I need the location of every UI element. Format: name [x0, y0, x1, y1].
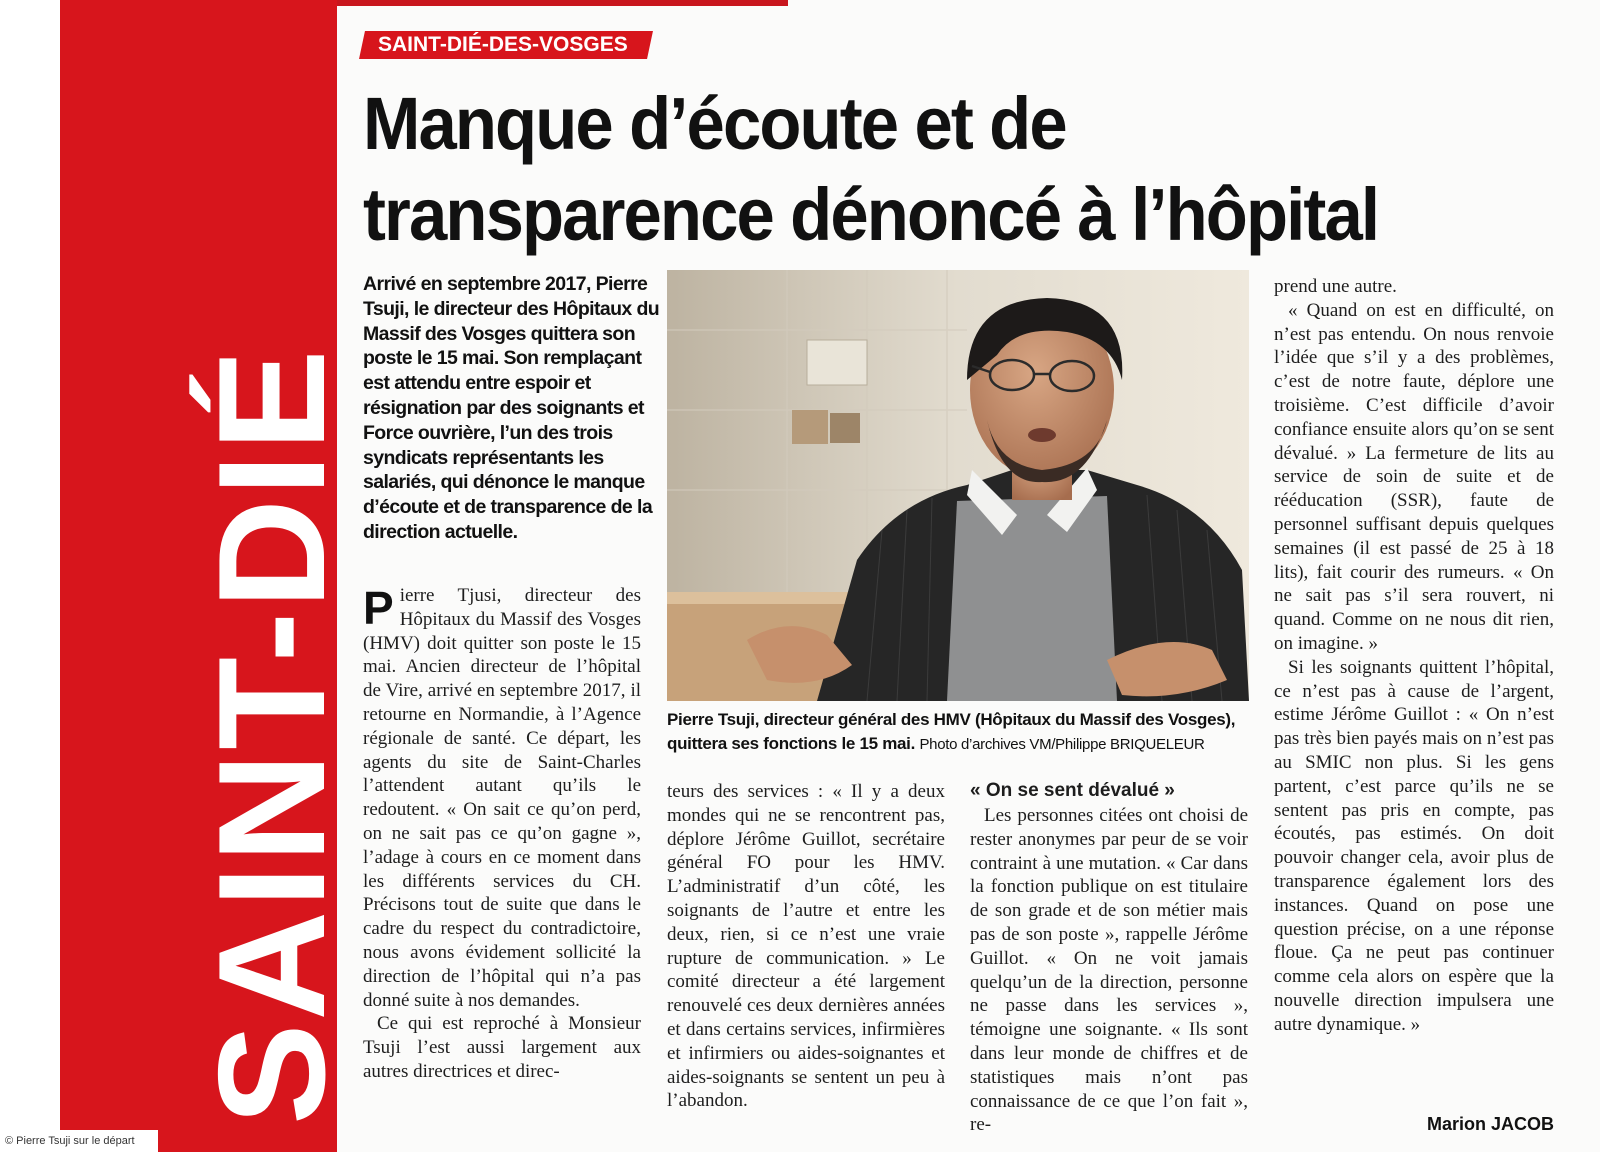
article-paragraph-4: « Quand on est en difficulté, on n’est pas entendu. On nous renvoie l’idée que s’il y a des problèmes, c’est de notre faute, déplore une troisième. C’est difficile d’avoir confiance ensuite alors qu’on se sent dévalué. » La fermeture de lits au service de soin de suite et de rééducation (SSR), faute de personnel suffisant depuis quelques semaines (il est passé de 25 à 18 lits), fait courir des rumeurs. « On ne sait pas s’il sera rouvert, ni quand. Comme on ne nous dit rien, on imagine. » — [1274, 299, 1554, 654]
article-lead: Arrivé en septembre 2017, Pierre Tsuji, le directeur des Hôpitaux du Massif des Vosges quittera son poste le 15 mai. Son remplaçant est attendu entre espoir et résignation par des soignants et Force ouvrière, l’un des trois syndicats représentants les salariés, qui dénonce le manque d’écoute et de transparence de la direction actuelle. — [363, 273, 660, 543]
section-band-title: SAINT-DIÉ — [187, 346, 357, 1125]
article-paragraph-1-text: ierre Tjusi, directeur des Hôpitaux du Massif des Vosges (HMV) doit quitter son poste le 15 mai. Ancien directeur de l’hôpital de Vire, arrivé en septembre 2017, il retourne en Normandie, à l’Agence régionale de santé. Ce départ, les agents du site de Saint-Charles l’attendent autant qu’ils le redoutent. « On sait ce qu’on perd, on ne sait pas ce qu’on gagne », l’adage à cours en ce moment dans les différents services du CH. Précisons tout de suite que dans le cadre du respect du contradictoire, nous avons évidement sollicité la direction de l’hôpital qui n’a pas donné suite à nos demandes. — [363, 585, 641, 1011]
photo-caption-text: Pierre Tsuji, directeur général des HMV (Hôpitaux du Massif des Vosges), quittera ses fonctions le 15 mai. — [667, 710, 1236, 753]
article-paragraph-3-continued: prend une autre. — [1274, 276, 1397, 297]
article-paragraph-5: Si les soignants quittent l’hôpital, ce n’est pas à cause de l’argent, estime Jérôme Guillot : « On n’est pas très bien payés mais on n’est pas au SMIC non plus. Si les gens partent, c’est parce qu’ils ne se sentent pas pris en compte, pas écoutés, pas estimés. On doit pouvoir changer cela, avoir plus de transparence également lors des instances. Quand on pose une question précise, on a une réponse floue. Ça ne peut pas continuer comme cela alors on espère que la nouvelle direction impulsera une autre dynamique. » — [1274, 656, 1554, 1035]
article-column-3 — [970, 778, 1248, 1137]
location-kicker — [359, 31, 653, 59]
article-column-2 — [667, 780, 945, 1113]
article-column-4 — [1274, 275, 1554, 1037]
dropcap: P — [363, 582, 394, 634]
headline — [363, 78, 1474, 260]
article-paragraph-3: Les personnes citées ont choisi de rester anonymes par peur de se voir contraint à une mutation. « Car dans la fonction publique on est titulaire de son grade et de son métier mais pas de son poste », rappelle Jérôme Guillot. « On ne voit jamais quelqu’un de la direction, personne ne passe dans les services », témoigne une soignante. « Ils sont dans leur monde de chiffres et de statistiques mais n’ont pas connaissance de ce que l’on fait », re- — [970, 805, 1248, 1136]
article-subhead: « On se sent dévalué » — [970, 780, 1175, 801]
photo-caption — [667, 708, 1267, 757]
article-photo — [667, 270, 1249, 701]
headline-line-2: transparence dénoncé à l’hôpital — [363, 173, 1379, 256]
portrait-illustration — [667, 270, 1249, 701]
article-paragraph-1 — [363, 584, 641, 1012]
article-paragraph-2-continued: teurs des services : « Il y a deux mondes qui ne se rencontrent pas, déplore Jérôme Guillot, secrétaire général FO pour les HMV. L’administratif d’un côté, les soignants de l’autre et entre les deux, rien, si ce n’est une vraie rupture de communication. » Le comité directeur a été largement renouvelé ces deux dernières années et dans certains services, infirmières et infirmiers ou aides-soignantes et aides-soignants se sentent un peu à l’abandon. — [667, 781, 945, 1112]
article-column-1 — [363, 584, 641, 1084]
photo-credit: Photo d’archives VM/Philippe BRIQUELEUR — [919, 736, 1205, 753]
headline-line-1: Manque d’écoute et de — [363, 82, 1066, 165]
location-kicker-label: SAINT-DIÉ-DES-VOSGES — [378, 33, 628, 56]
image-credit-label: © Pierre Tsuji sur le départ — [0, 1130, 158, 1152]
article-paragraph-2: Ce qui est reproché à Monsieur Tsuji l’est aussi largement aux autres directrices et direc- — [363, 1013, 641, 1082]
author-signature: Marion JACOB — [1426, 1114, 1554, 1134]
page-margin — [0, 0, 60, 1152]
